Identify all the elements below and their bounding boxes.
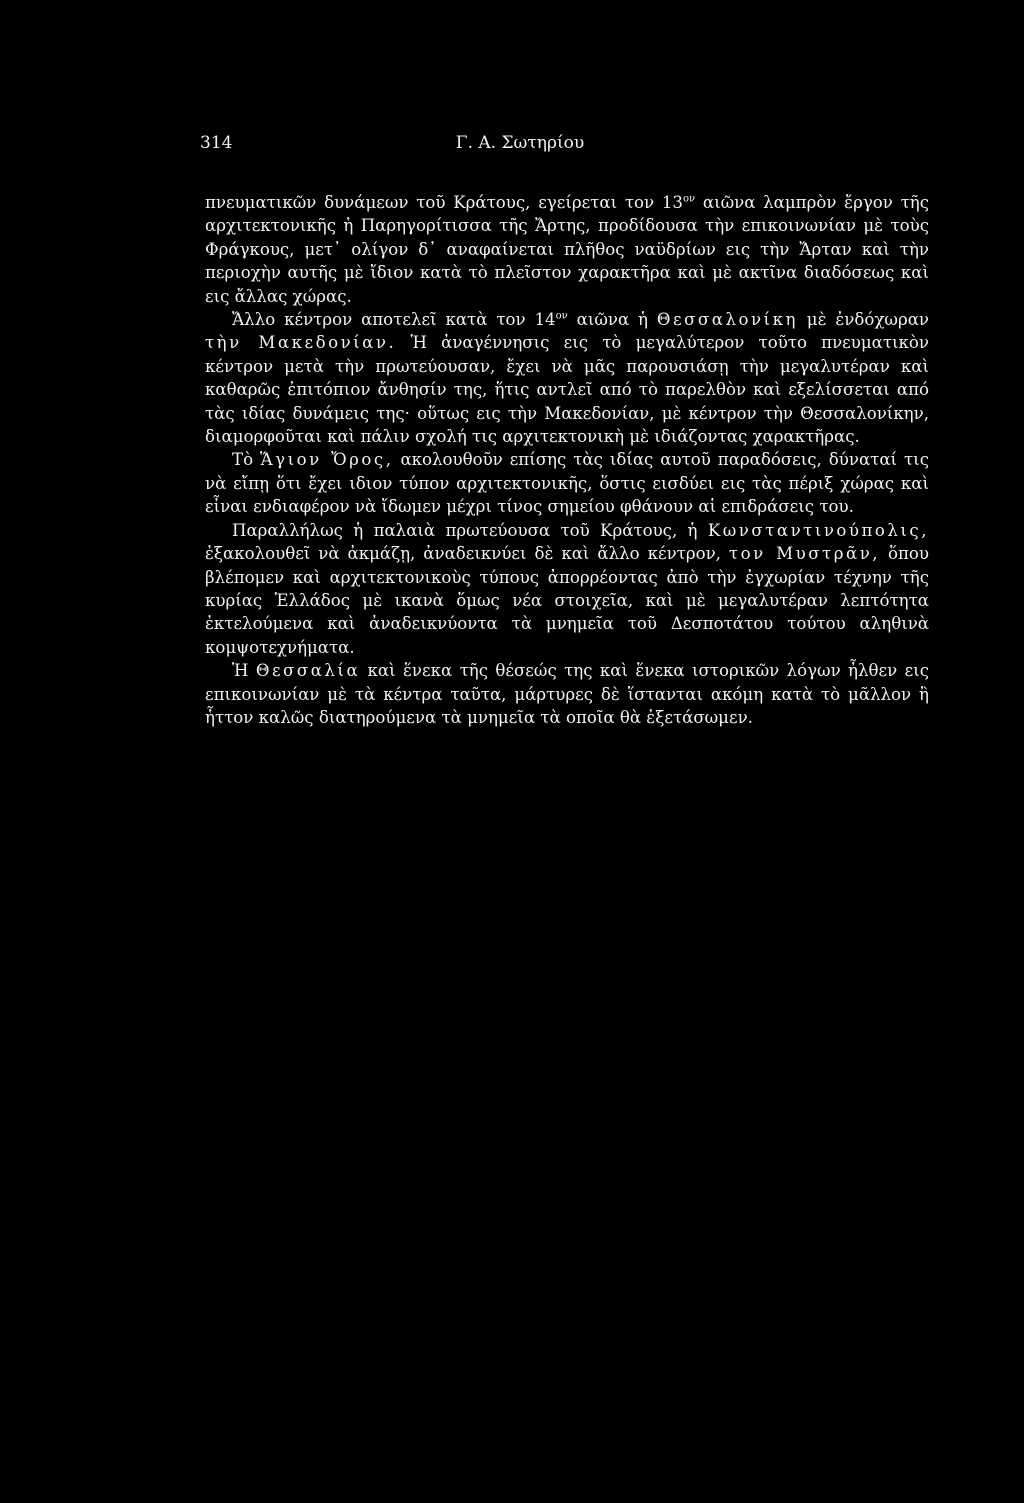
spaced-name: Κωνσταντινούπολις, (707, 520, 929, 540)
paragraph-1 (205, 191, 929, 308)
paragraph-3 (205, 448, 929, 518)
body-text (205, 191, 929, 729)
text-run: ακολουθοῦν επίσης τὰς ιδίας αυτοῦ παραδόσεις, δύναταί τις νὰ εἴπῃ ὅτι ἔχει ιδιον τύπον αρχιτεκτονικῆς, ὅστις εισδύει εις τὰς πέριξ χώρας καὶ εἶναι ενδιαφέρον νὰ ἴδωμεν μέχρι τίνος σημείου φθάνουν αἱ επιδράσεις του. (205, 450, 929, 517)
text-run: Ἡ ἀναγέννησις εις τὸ μεγαλύτερον τοῦτο πνευματικὸν κέντρον μετὰ τὴν πρωτεύουσαν, ἔχει νὰ μᾶς παρουσιάσῃ τὴν μεγαλυτέραν καὶ καθαρῶς ἐπιτόπιον ἄνθησίν της, ἥτις αντλεῖ από τὸ παρελθὸν καὶ εξελίσσεται από τὰς ιδίας δυνάμεις της· οὕτως εις τὴν Μακεδονίαν, μὲ κέντρον τὴν Θεσσαλονίκην, διαμορφοῦται καὶ πάλιν σχολή τις αρχιτεκτονικὴ μὲ ιδιάζοντας χαρακτῆρας. (205, 333, 929, 447)
spaced-name: τὴν Μακεδονίαν. (205, 333, 397, 353)
text-run: μὲ ἐνδόχωραν (797, 310, 929, 330)
text-run: αιῶνα λαμπρὸν ἔργον τῆς αρχιτεκτονικῆς ἡ Παρηγορίτισσα τῆς Ἄρτης, προδίδουσα τὴν επικοινωνίαν μὲ τοὺς Φράγκους, μετ᾽ ολίγον δ᾽ αναφαίνεται πλῆθος ναϋδρίων εις τὴν Ἄρταν καὶ τὴν περιοχὴν αυτῆς μὲ ἴδιον κατὰ τὸ πλεῖστον χαρακτῆρα καὶ μὲ ακτῖνα διαδόσεως καὶ εις ἄλλας χώρας. (205, 193, 930, 306)
text-run: ὅπου βλέπομεν καὶ αρχιτεκτονικοὺς τύπους ἀπορρέοντας ἀπὸ τὴν ἐγχωρίαν τέχνην τῆς κυρίας Ἑλλάδος μὲ ικανὰ ὅμως νέα στοιχεῖα, καὶ μὲ μεγαλυτέραν λεπτότητα ἐκτελούμενα καὶ ἀναδεικνύοντα τὰ μνημεῖα τοῦ Δεσποτάτου τούτου αληθινὰ κομψοτεχνήματα. (205, 544, 930, 657)
text-run: αιῶνα ἡ (567, 310, 657, 330)
spaced-name: Θεσσαλονίκη (656, 310, 798, 330)
paragraph-4 (205, 519, 929, 659)
paragraph-2 (205, 308, 929, 448)
text-run: Ἡ (232, 661, 256, 681)
paragraph-5 (205, 659, 929, 729)
running-head: Γ. Α. Σωτηρίου (455, 133, 585, 153)
spaced-name: τον Μυστρᾶν, (728, 544, 881, 564)
page-number: 314 (200, 133, 233, 153)
text-run: Τὸ (232, 450, 261, 470)
superscript: ον (682, 193, 696, 205)
text-run: πνευματικῶν δυνάμεων τοῦ Κράτους, εγείρεται τον 13 (205, 193, 683, 212)
spaced-name: Θεσσαλία (255, 661, 361, 681)
text-run: Παραλλήλως ἡ παλαιὰ πρωτεύουσα τοῦ Κράτους, ἡ (232, 520, 708, 540)
text-run: ἐξακολουθεῖ νὰ ἀκμάζῃ, ἀναδεικνύει δὲ καὶ ἄλλο κέντρον, (205, 544, 729, 564)
spaced-name: Ἅγιον Ὄρος, (260, 450, 394, 470)
text-run: Ἄλλο κέντρον αποτελεῖ κατὰ τον 14 (232, 310, 556, 330)
text-run: καὶ ἕνεκα τῆς θέσεώς της καὶ ἕνεκα ιστορικῶν λόγων ἦλθεν εις επικοινωνίαν μὲ τὰ κέντρα ταῦτα, μάρτυρες δὲ ἵστανται ακόμη κατὰ τὸ μᾶλλον ἢ ἧττον καλῶς διατηρούμενα τὰ μνημεῖα τὰ οποῖα θὰ ἐξετάσωμεν. (205, 661, 929, 727)
superscript: ον (555, 310, 568, 322)
